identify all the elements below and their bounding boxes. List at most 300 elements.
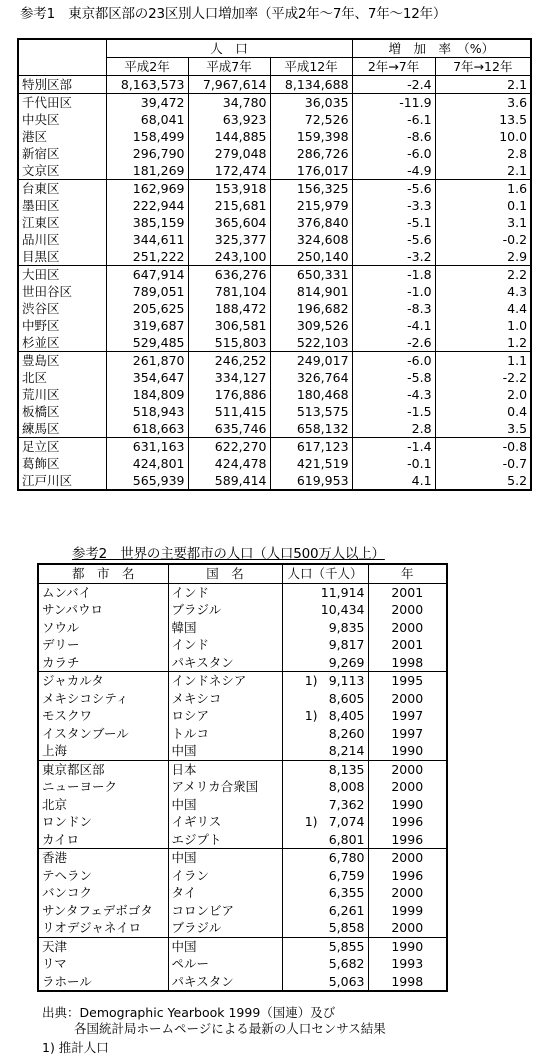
table-cell: 172,474: [188, 162, 270, 180]
city-name: リオデジャネイロ: [38, 919, 168, 937]
table-cell: -3.3: [352, 197, 435, 214]
table-cell: 421,519: [270, 455, 352, 472]
table2-header-row: [38, 564, 447, 583]
city-name: モスクワ: [38, 707, 168, 725]
table-cell: -8.6: [352, 128, 435, 145]
table-cell: 326,764: [270, 369, 352, 386]
ward-name: 渋谷区: [18, 300, 106, 317]
year-cell: 1998: [368, 654, 447, 672]
table-row: [38, 619, 447, 637]
table-cell: 319,687: [106, 317, 188, 334]
table-cell: 72,526: [270, 111, 352, 128]
table-cell: -1.5: [352, 403, 435, 420]
country-name: アメリカ合衆国: [168, 778, 282, 796]
table-cell: 13.5: [435, 111, 531, 128]
table-cell: 306,581: [188, 317, 270, 334]
population-value: 6,801: [328, 831, 365, 847]
city-name: 北京: [38, 796, 168, 814]
table-cell: 181,269: [106, 162, 188, 180]
table-row: [18, 197, 531, 214]
population-value: 6,261: [328, 902, 365, 918]
table-cell: 618,663: [106, 420, 188, 438]
table-cell: -11.9: [352, 94, 435, 112]
table-cell: 196,682: [270, 300, 352, 317]
table-cell: -2.6: [352, 334, 435, 352]
table-cell: 162,969: [106, 180, 188, 198]
city-name: イスタンブール: [38, 725, 168, 743]
population-cell: [282, 601, 368, 619]
population-cell: [282, 937, 368, 955]
country-name: エジプト: [168, 831, 282, 849]
year-cell: 2000: [368, 919, 447, 937]
population-value: 9,113: [328, 673, 365, 689]
population-cell: [282, 636, 368, 654]
table-row: [18, 248, 531, 266]
table-cell: 631,163: [106, 438, 188, 456]
table-cell: 565,939: [106, 472, 188, 490]
country-name: ブラジル: [168, 919, 282, 937]
country-header: 国 名: [168, 564, 282, 583]
population-value: 8,214: [328, 743, 365, 759]
table-cell: 0.1: [435, 197, 531, 214]
population-cell: [282, 813, 368, 831]
table-cell: 2.2: [435, 266, 531, 284]
year-cell: 2001: [368, 636, 447, 654]
population-cell: [282, 654, 368, 672]
table-row: [18, 369, 531, 386]
source-note: 出典：Demographic Yearbook 1999（国連）及び: [42, 1005, 336, 1020]
population-value: 6,780: [328, 850, 365, 866]
table-cell: 261,870: [106, 352, 188, 370]
table-cell: 34,780: [188, 94, 270, 112]
subheader-h7: 平成7年: [188, 58, 270, 76]
table-cell: 3.6: [435, 94, 531, 112]
country-name: ロシア: [168, 707, 282, 725]
city-header: 都 市 名: [38, 564, 168, 583]
country-name: トルコ: [168, 725, 282, 743]
table-row: [38, 955, 447, 973]
table-cell: 2.8: [352, 420, 435, 438]
year-cell: 1996: [368, 813, 447, 831]
population-cell: [282, 919, 368, 937]
table-cell: -0.7: [435, 455, 531, 472]
table-cell: 159,398: [270, 128, 352, 145]
table-row: [18, 162, 531, 180]
year-cell: 2000: [368, 690, 447, 708]
ward-name: 新宿区: [18, 145, 106, 162]
table-cell: -0.8: [435, 438, 531, 456]
country-name: ブラジル: [168, 601, 282, 619]
table-cell: 2.1: [435, 76, 531, 94]
rate-header: 増 加 率 （%）: [352, 39, 531, 58]
table-row: [38, 707, 447, 725]
table-cell: 2.9: [435, 248, 531, 266]
table-cell: 1.1: [435, 352, 531, 370]
table-cell: -4.9: [352, 162, 435, 180]
ward-name: 足立区: [18, 438, 106, 456]
table-row: [38, 742, 447, 760]
table-cell: 68,041: [106, 111, 188, 128]
table-cell: 781,104: [188, 283, 270, 300]
population-value: 8,405: [328, 708, 365, 724]
population-cell: [282, 707, 368, 725]
table-cell: 424,478: [188, 455, 270, 472]
table-cell: -4.3: [352, 386, 435, 403]
population-header: 人口（千人）: [282, 564, 368, 583]
country-name: 中国: [168, 742, 282, 760]
year-cell: 1996: [368, 831, 447, 849]
table-row: [18, 455, 531, 472]
population-value: 9,817: [328, 637, 365, 653]
table-cell: 522,103: [270, 334, 352, 352]
table-cell: 4.1: [352, 472, 435, 490]
table-cell: 589,414: [188, 472, 270, 490]
population-cell: [282, 796, 368, 814]
table-cell: 0.4: [435, 403, 531, 420]
table-cell: 153,918: [188, 180, 270, 198]
table-cell: 243,100: [188, 248, 270, 266]
year-cell: 2000: [368, 601, 447, 619]
population-value: 8,135: [328, 761, 365, 777]
population-cell: [282, 831, 368, 849]
table-cell: 36,035: [270, 94, 352, 112]
table-cell: -6.0: [352, 145, 435, 162]
country-name: 韓国: [168, 619, 282, 637]
city-name: 香港: [38, 849, 168, 867]
country-name: パキスタン: [168, 973, 282, 992]
subheader-rate-7-12: 7年→12年: [435, 58, 531, 76]
country-name: インド: [168, 583, 282, 601]
population-cell: [282, 778, 368, 796]
table-cell: 354,647: [106, 369, 188, 386]
table-cell: 636,276: [188, 266, 270, 284]
table-row: [38, 601, 447, 619]
population-cell: [282, 867, 368, 885]
table-row: [18, 128, 531, 145]
table-cell: 249,017: [270, 352, 352, 370]
table-row: [38, 796, 447, 814]
ward-name: 台東区: [18, 180, 106, 198]
city-name: カイロ: [38, 831, 168, 849]
country-name: メキシコ: [168, 690, 282, 708]
table-cell: -2.2: [435, 369, 531, 386]
table-cell: 511,415: [188, 403, 270, 420]
country-name: タイ: [168, 884, 282, 902]
table-cell: 251,222: [106, 248, 188, 266]
population-value: 5,858: [328, 920, 365, 936]
ward-name: 大田区: [18, 266, 106, 284]
country-name: 中国: [168, 937, 282, 955]
table-cell: 144,885: [188, 128, 270, 145]
city-name: ソウル: [38, 619, 168, 637]
table-row: [38, 867, 447, 885]
source-note-continued: 各国統計局ホームページによる最新の人口センサス結果: [74, 1021, 386, 1036]
table-row: [38, 636, 447, 654]
table-row: [18, 352, 531, 370]
table-row: [18, 472, 531, 490]
table-row: [38, 654, 447, 672]
table-cell: 2.8: [435, 145, 531, 162]
table-cell: 158,499: [106, 128, 188, 145]
subheader-h2: 平成2年: [106, 58, 188, 76]
table-cell: -5.1: [352, 214, 435, 231]
table-cell: 286,726: [270, 145, 352, 162]
table-cell: 424,801: [106, 455, 188, 472]
ward-name: 特別区部: [18, 76, 106, 94]
population-cell: [282, 973, 368, 992]
ward-name: 板橋区: [18, 403, 106, 420]
population-value: 8,260: [328, 725, 365, 741]
table-row: [38, 919, 447, 937]
table-row: [38, 760, 447, 778]
footnote-marker: 1): [304, 814, 318, 830]
year-cell: 1997: [368, 725, 447, 743]
year-cell: 1995: [368, 672, 447, 690]
population-value: 6,355: [328, 885, 365, 901]
table-row: [18, 94, 531, 112]
table-row: [18, 231, 531, 248]
table-row: [38, 973, 447, 992]
table-row: [38, 902, 447, 920]
table-cell: 4.3: [435, 283, 531, 300]
table-cell: 188,472: [188, 300, 270, 317]
table-cell: 1.2: [435, 334, 531, 352]
table-cell: 334,127: [188, 369, 270, 386]
year-header: 年: [368, 564, 447, 583]
country-name: 日本: [168, 760, 282, 778]
year-cell: 2000: [368, 884, 447, 902]
corner-cell: [18, 39, 106, 76]
country-name: イギリス: [168, 813, 282, 831]
population-cell: [282, 902, 368, 920]
city-name: ムンバイ: [38, 583, 168, 601]
table-cell: 215,681: [188, 197, 270, 214]
table-row: [18, 76, 531, 94]
ward-name: 墨田区: [18, 197, 106, 214]
table-row: [18, 403, 531, 420]
table-cell: 518,943: [106, 403, 188, 420]
table-cell: -2.4: [352, 76, 435, 94]
table-row: [38, 813, 447, 831]
table-row: [38, 849, 447, 867]
population-header: 人 口: [106, 39, 352, 58]
ward-name: 葛飾区: [18, 455, 106, 472]
table-cell: 376,840: [270, 214, 352, 231]
table-cell: 296,790: [106, 145, 188, 162]
table-cell: 279,048: [188, 145, 270, 162]
table-cell: 63,923: [188, 111, 270, 128]
table-cell: 619,953: [270, 472, 352, 490]
table-cell: -6.0: [352, 352, 435, 370]
table-cell: 250,140: [270, 248, 352, 266]
year-cell: 1990: [368, 937, 447, 955]
year-cell: 2000: [368, 849, 447, 867]
table-cell: -5.6: [352, 231, 435, 248]
table-row: [18, 300, 531, 317]
table-cell: 184,809: [106, 386, 188, 403]
year-cell: 1997: [368, 707, 447, 725]
population-value: 9,835: [328, 619, 365, 635]
table-cell: -0.2: [435, 231, 531, 248]
city-name: サンパウロ: [38, 601, 168, 619]
table-cell: 205,625: [106, 300, 188, 317]
table-row: [18, 317, 531, 334]
footnote-marker: 1): [304, 673, 318, 689]
world-cities-table: [37, 563, 448, 992]
table-row: [18, 111, 531, 128]
ward-name: 品川区: [18, 231, 106, 248]
year-cell: 2000: [368, 619, 447, 637]
table-row: [18, 386, 531, 403]
table-cell: 365,604: [188, 214, 270, 231]
ward-name: 世田谷区: [18, 283, 106, 300]
population-cell: [282, 725, 368, 743]
population-value: 7,074: [328, 814, 365, 830]
ward-name: 江戸川区: [18, 472, 106, 490]
year-cell: 1998: [368, 973, 447, 992]
table-row: [38, 672, 447, 690]
city-name: ラホール: [38, 973, 168, 992]
subheader-h12: 平成12年: [270, 58, 352, 76]
table-cell: 309,526: [270, 317, 352, 334]
table-cell: 647,914: [106, 266, 188, 284]
table-row: [38, 725, 447, 743]
table-cell: 650,331: [270, 266, 352, 284]
table-cell: -0.1: [352, 455, 435, 472]
city-name: 東京都区部: [38, 760, 168, 778]
country-name: インドネシア: [168, 672, 282, 690]
table-cell: -1.0: [352, 283, 435, 300]
table-cell: 1.6: [435, 180, 531, 198]
table-row: [38, 831, 447, 849]
ward-name: 荒川区: [18, 386, 106, 403]
table-cell: 622,270: [188, 438, 270, 456]
table-cell: 324,608: [270, 231, 352, 248]
city-name: サンタフェデボゴタ: [38, 902, 168, 920]
city-name: ロンドン: [38, 813, 168, 831]
table-cell: 176,017: [270, 162, 352, 180]
country-name: 中国: [168, 796, 282, 814]
table-row: [18, 145, 531, 162]
table-cell: 617,123: [270, 438, 352, 456]
population-value: 9,269: [328, 654, 365, 670]
ward-name: 港区: [18, 128, 106, 145]
table-cell: -1.8: [352, 266, 435, 284]
table-cell: 8,134,688: [270, 76, 352, 94]
table-row: [18, 420, 531, 438]
table-cell: -1.4: [352, 438, 435, 456]
table-cell: 2.0: [435, 386, 531, 403]
year-cell: 2000: [368, 778, 447, 796]
ward-population-table: [17, 38, 532, 491]
city-name: テヘラン: [38, 867, 168, 885]
table1-title: 参考1 東京都区部の23区別人口増加率（平成2年～7年、7年～12年）: [20, 6, 447, 22]
table-cell: 156,325: [270, 180, 352, 198]
population-cell: [282, 760, 368, 778]
ward-name: 文京区: [18, 162, 106, 180]
table-row: [38, 937, 447, 955]
table-cell: 515,803: [188, 334, 270, 352]
country-name: 中国: [168, 849, 282, 867]
table-cell: 1.0: [435, 317, 531, 334]
table-row: [38, 690, 447, 708]
table-cell: 385,159: [106, 214, 188, 231]
country-name: パキスタン: [168, 654, 282, 672]
subheader-rate-2-7: 2年→7年: [352, 58, 435, 76]
population-value: 8,008: [328, 779, 365, 795]
table-cell: 176,886: [188, 386, 270, 403]
table-cell: -5.8: [352, 369, 435, 386]
population-value: 7,362: [328, 796, 365, 812]
table-cell: 344,611: [106, 231, 188, 248]
table-row: [38, 884, 447, 902]
table-cell: 8,163,573: [106, 76, 188, 94]
table-cell: 180,468: [270, 386, 352, 403]
table-cell: 222,944: [106, 197, 188, 214]
city-name: メキシコシティ: [38, 690, 168, 708]
population-cell: [282, 583, 368, 601]
table-row: [18, 283, 531, 300]
table-row: [38, 583, 447, 601]
table-row: [18, 334, 531, 352]
ward-name: 練馬区: [18, 420, 106, 438]
table-cell: 789,051: [106, 283, 188, 300]
table-cell: 325,377: [188, 231, 270, 248]
year-cell: 1990: [368, 742, 447, 760]
year-cell: 1999: [368, 902, 447, 920]
table-cell: 2.1: [435, 162, 531, 180]
year-cell: 2001: [368, 583, 447, 601]
city-name: 上海: [38, 742, 168, 760]
table-cell: 814,901: [270, 283, 352, 300]
city-name: リマ: [38, 955, 168, 973]
population-value: 6,759: [328, 867, 365, 883]
population-value: 10,434: [320, 602, 365, 618]
country-name: コロンビア: [168, 902, 282, 920]
table-cell: 658,132: [270, 420, 352, 438]
country-name: インド: [168, 636, 282, 654]
table-row: [18, 266, 531, 284]
table-cell: 39,472: [106, 94, 188, 112]
ward-name: 北区: [18, 369, 106, 386]
table-row: [38, 778, 447, 796]
table-cell: -3.2: [352, 248, 435, 266]
table-cell: 4.4: [435, 300, 531, 317]
population-value: 5,063: [328, 973, 365, 989]
population-cell: [282, 849, 368, 867]
population-cell: [282, 672, 368, 690]
year-cell: 1990: [368, 796, 447, 814]
city-name: ニューヨーク: [38, 778, 168, 796]
table-row: [18, 214, 531, 231]
country-name: イラン: [168, 867, 282, 885]
population-value: 8,605: [328, 690, 365, 706]
country-name: ペルー: [168, 955, 282, 973]
year-cell: 2000: [368, 760, 447, 778]
table-cell: 10.0: [435, 128, 531, 145]
table-row: [18, 180, 531, 198]
city-name: ジャカルタ: [38, 672, 168, 690]
table-cell: -4.1: [352, 317, 435, 334]
footnote-marker: 1): [304, 708, 318, 724]
population-cell: [282, 884, 368, 902]
population-cell: [282, 619, 368, 637]
city-name: デリー: [38, 636, 168, 654]
population-value: 11,914: [320, 584, 365, 600]
city-name: バンコク: [38, 884, 168, 902]
table-cell: 7,967,614: [188, 76, 270, 94]
ward-name: 江東区: [18, 214, 106, 231]
